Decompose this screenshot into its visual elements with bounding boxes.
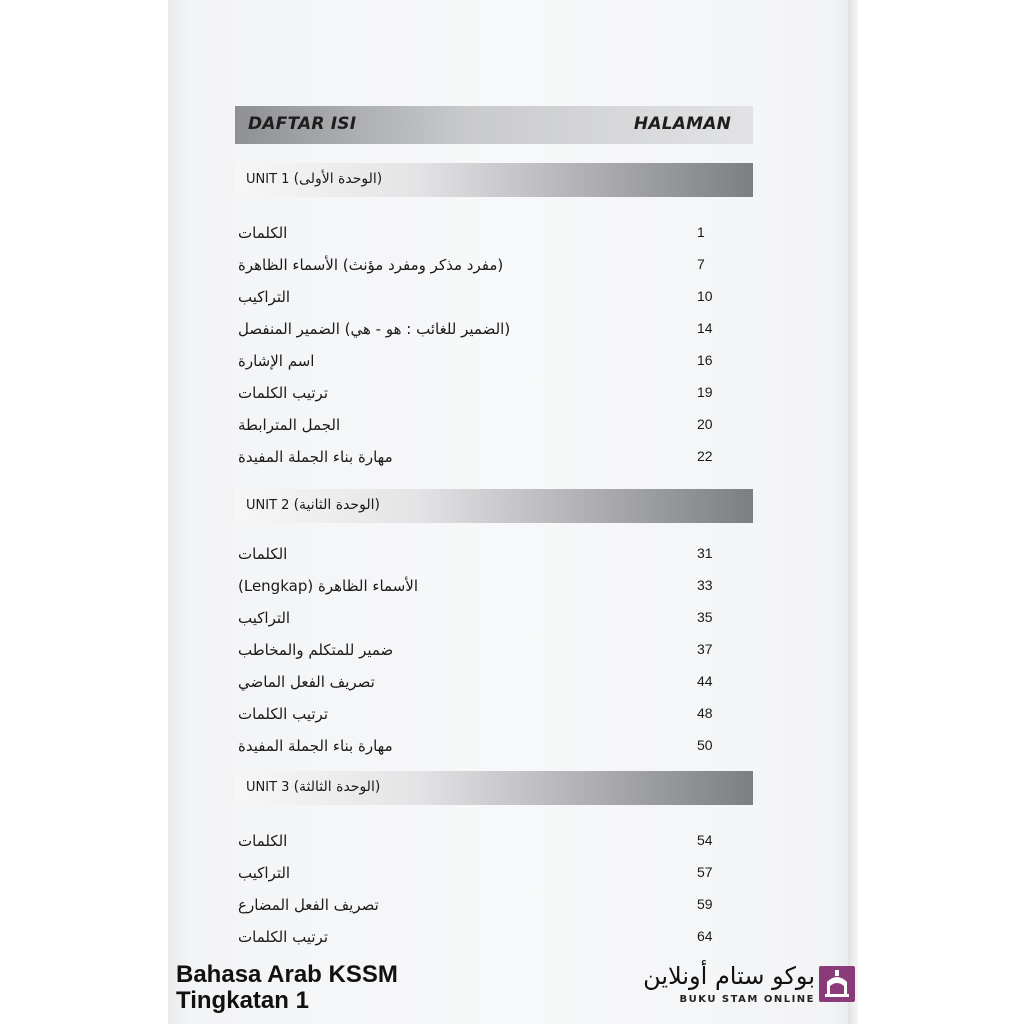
toc-entry-page: 35 bbox=[697, 609, 713, 625]
toc-entry bbox=[235, 641, 719, 667]
toc-entry-page: 14 bbox=[697, 320, 713, 336]
toc-entry-title: التراكيب bbox=[238, 609, 291, 627]
toc-entry-title: تصريف الفعل المضارع bbox=[238, 896, 379, 914]
toc-entry-title: التراكيب bbox=[238, 864, 291, 882]
toc-entry-title: التراكيب bbox=[238, 288, 291, 306]
toc-entry-page: 22 bbox=[697, 448, 713, 464]
toc-entry-page: 37 bbox=[697, 641, 713, 657]
toc-entry bbox=[235, 352, 719, 378]
unit-number: UNIT 1 bbox=[246, 172, 290, 187]
book-mosque-icon bbox=[817, 964, 857, 1004]
toc-entry-page: 48 bbox=[697, 705, 713, 721]
toc-entry bbox=[235, 320, 719, 346]
toc-entry bbox=[235, 384, 719, 410]
toc-entry bbox=[235, 609, 719, 635]
book-title-line-2: Tingkatan 1 bbox=[176, 987, 309, 1014]
unit-arabic-name: (الوحدة الثالثة) bbox=[293, 779, 381, 795]
toc-entry-page: 16 bbox=[697, 352, 713, 368]
toc-entry bbox=[235, 545, 719, 571]
unit-label bbox=[246, 779, 380, 795]
toc-entry bbox=[235, 416, 719, 442]
toc-entry-page: 20 bbox=[697, 416, 713, 432]
toc-header-title: DAFTAR ISI bbox=[248, 114, 357, 134]
toc-entry-title: مهارة بناء الجملة المفيدة bbox=[238, 737, 393, 755]
toc-entry bbox=[235, 448, 719, 474]
toc-entry-title: ضمير للمتكلم والمخاطب bbox=[238, 641, 394, 659]
toc-entry-page: 54 bbox=[697, 832, 713, 848]
unit-number: UNIT 3 bbox=[246, 780, 290, 795]
toc-entry-title: ترتيب الكلمات bbox=[238, 384, 328, 402]
toc-entry-title: الكلمات bbox=[238, 832, 288, 850]
toc-entry-page: 50 bbox=[697, 737, 713, 753]
toc-entry bbox=[235, 577, 719, 603]
toc-entry-page: 44 bbox=[697, 673, 713, 689]
toc-entry-title: (مفرد مذكر ومفرد مؤنث) الأسماء الظاهرة bbox=[238, 256, 504, 274]
toc-entry-title: ترتيب الكلمات bbox=[238, 705, 328, 723]
toc-entry bbox=[235, 673, 719, 699]
unit-header-bar bbox=[235, 163, 753, 197]
toc-entry bbox=[235, 288, 719, 314]
unit-label bbox=[246, 171, 382, 187]
toc-entry bbox=[235, 224, 719, 250]
store-logo bbox=[625, 962, 857, 1014]
unit-number: UNIT 2 bbox=[246, 498, 290, 513]
toc-entry-page: 7 bbox=[697, 256, 705, 272]
store-name-arabic: بوكو ستام أونلاين bbox=[643, 962, 815, 990]
book-title-line-1: Bahasa Arab KSSM bbox=[176, 961, 398, 988]
unit-header-bar bbox=[235, 489, 753, 523]
toc-entry-title: اسم الإشارة bbox=[238, 352, 315, 370]
toc-entry bbox=[235, 832, 719, 858]
toc-entry-title: تصريف الفعل الماضي bbox=[238, 673, 375, 691]
toc-entry-page: 33 bbox=[697, 577, 713, 593]
toc-header-page-label: HALAMAN bbox=[633, 114, 731, 134]
toc-entry-page: 31 bbox=[697, 545, 713, 561]
toc-entry bbox=[235, 737, 719, 763]
toc-entry-title: (الضمير للغائب : هو - هي) الضمير المنفصل bbox=[238, 320, 511, 338]
toc-entry bbox=[235, 928, 719, 954]
toc-entry bbox=[235, 864, 719, 890]
toc-entry-title: ترتيب الكلمات bbox=[238, 928, 328, 946]
book-title bbox=[176, 962, 398, 1014]
toc-entry bbox=[235, 896, 719, 922]
toc-entry-page: 1 bbox=[697, 224, 705, 240]
toc-entry bbox=[235, 705, 719, 731]
toc-entry-page: 64 bbox=[697, 928, 713, 944]
unit-arabic-name: (الوحدة الأولى) bbox=[293, 171, 383, 187]
unit-header-bar bbox=[235, 771, 753, 805]
store-name-latin: BUKU STAM ONLINE bbox=[679, 994, 815, 1005]
toc-entry bbox=[235, 256, 719, 282]
toc-entry-title: الكلمات bbox=[238, 545, 288, 563]
toc-entry-title: الجمل المترابطة bbox=[238, 416, 341, 434]
toc-entry-title: مهارة بناء الجملة المفيدة bbox=[238, 448, 393, 466]
toc-entry-page: 57 bbox=[697, 864, 713, 880]
unit-arabic-name: (الوحدة الثانية) bbox=[293, 497, 380, 513]
unit-label bbox=[246, 497, 380, 513]
toc-entry-page: 59 bbox=[697, 896, 713, 912]
page-edge bbox=[848, 0, 858, 1024]
toc-entry-page: 19 bbox=[697, 384, 713, 400]
toc-entry-page: 10 bbox=[697, 288, 713, 304]
toc-entry-title: الكلمات bbox=[238, 224, 288, 242]
toc-header-bar bbox=[235, 106, 753, 144]
toc-entry-title: (Lengkap) الأسماء الظاهرة bbox=[238, 577, 418, 595]
